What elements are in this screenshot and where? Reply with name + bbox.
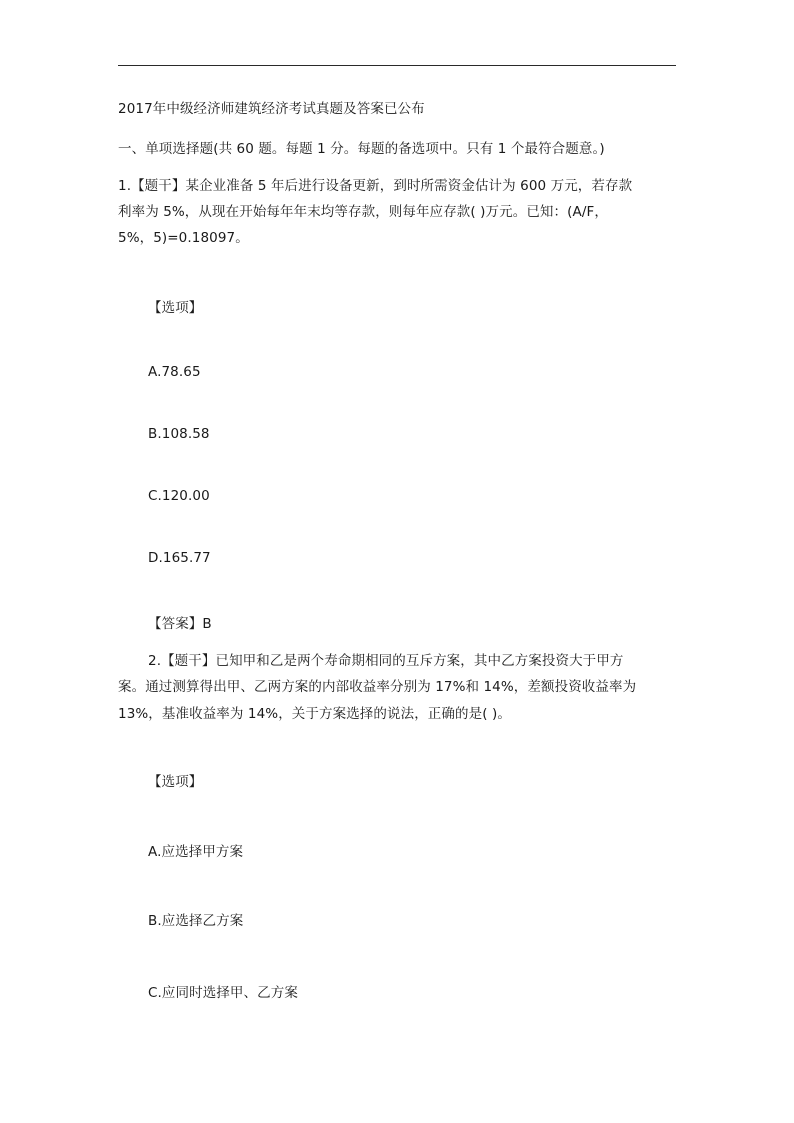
q2-stem-line-1: 2.【题干】已知甲和乙是两个寿命期相同的互斥方案，其中乙方案投资大于甲方 [148,653,624,669]
q2-stem-line-2: 案。通过测算得出甲、乙两方案的内部收益率分别为 17%和 14%，差额投资收益率为 [118,679,637,695]
q1-option-a: A.78.65 [148,364,201,380]
q2-option-a: A.应选择甲方案 [148,844,244,860]
document-title: 2017年中级经济师建筑经济考试真题及答案已公布 [118,101,425,117]
q1-stem-line-2: 利率为 5%，从现在开始每年年末均等存款，则每年应存款( )万元。已知：(A/F， [118,204,608,220]
q1-stem-line-1: 1.【题干】某企业准备 5 年后进行设备更新，到时所需资金估计为 600 万元，若存款 [118,178,633,194]
q2-option-c: C.应同时选择甲、乙方案 [148,985,298,1001]
q1-stem-line-3: 5%，5)=0.18097。 [118,230,249,246]
q2-stem-line-3: 13%，基准收益率为 14%，关于方案选择的说法，正确的是( )。 [118,706,511,722]
q1-answer: 【答案】B [148,616,212,632]
q2-options-label: 【选项】 [148,774,203,790]
q1-option-d: D.165.77 [148,550,211,566]
q2-option-b: B.应选择乙方案 [148,913,244,929]
header-rule [118,65,676,66]
q1-option-b: B.108.58 [148,426,210,442]
q1-option-c: C.120.00 [148,488,210,504]
section-heading: 一、单项选择题(共 60 题。每题 1 分。每题的备选项中。只有 1 个最符合题意。) [118,141,605,157]
q1-options-label: 【选项】 [148,300,203,316]
